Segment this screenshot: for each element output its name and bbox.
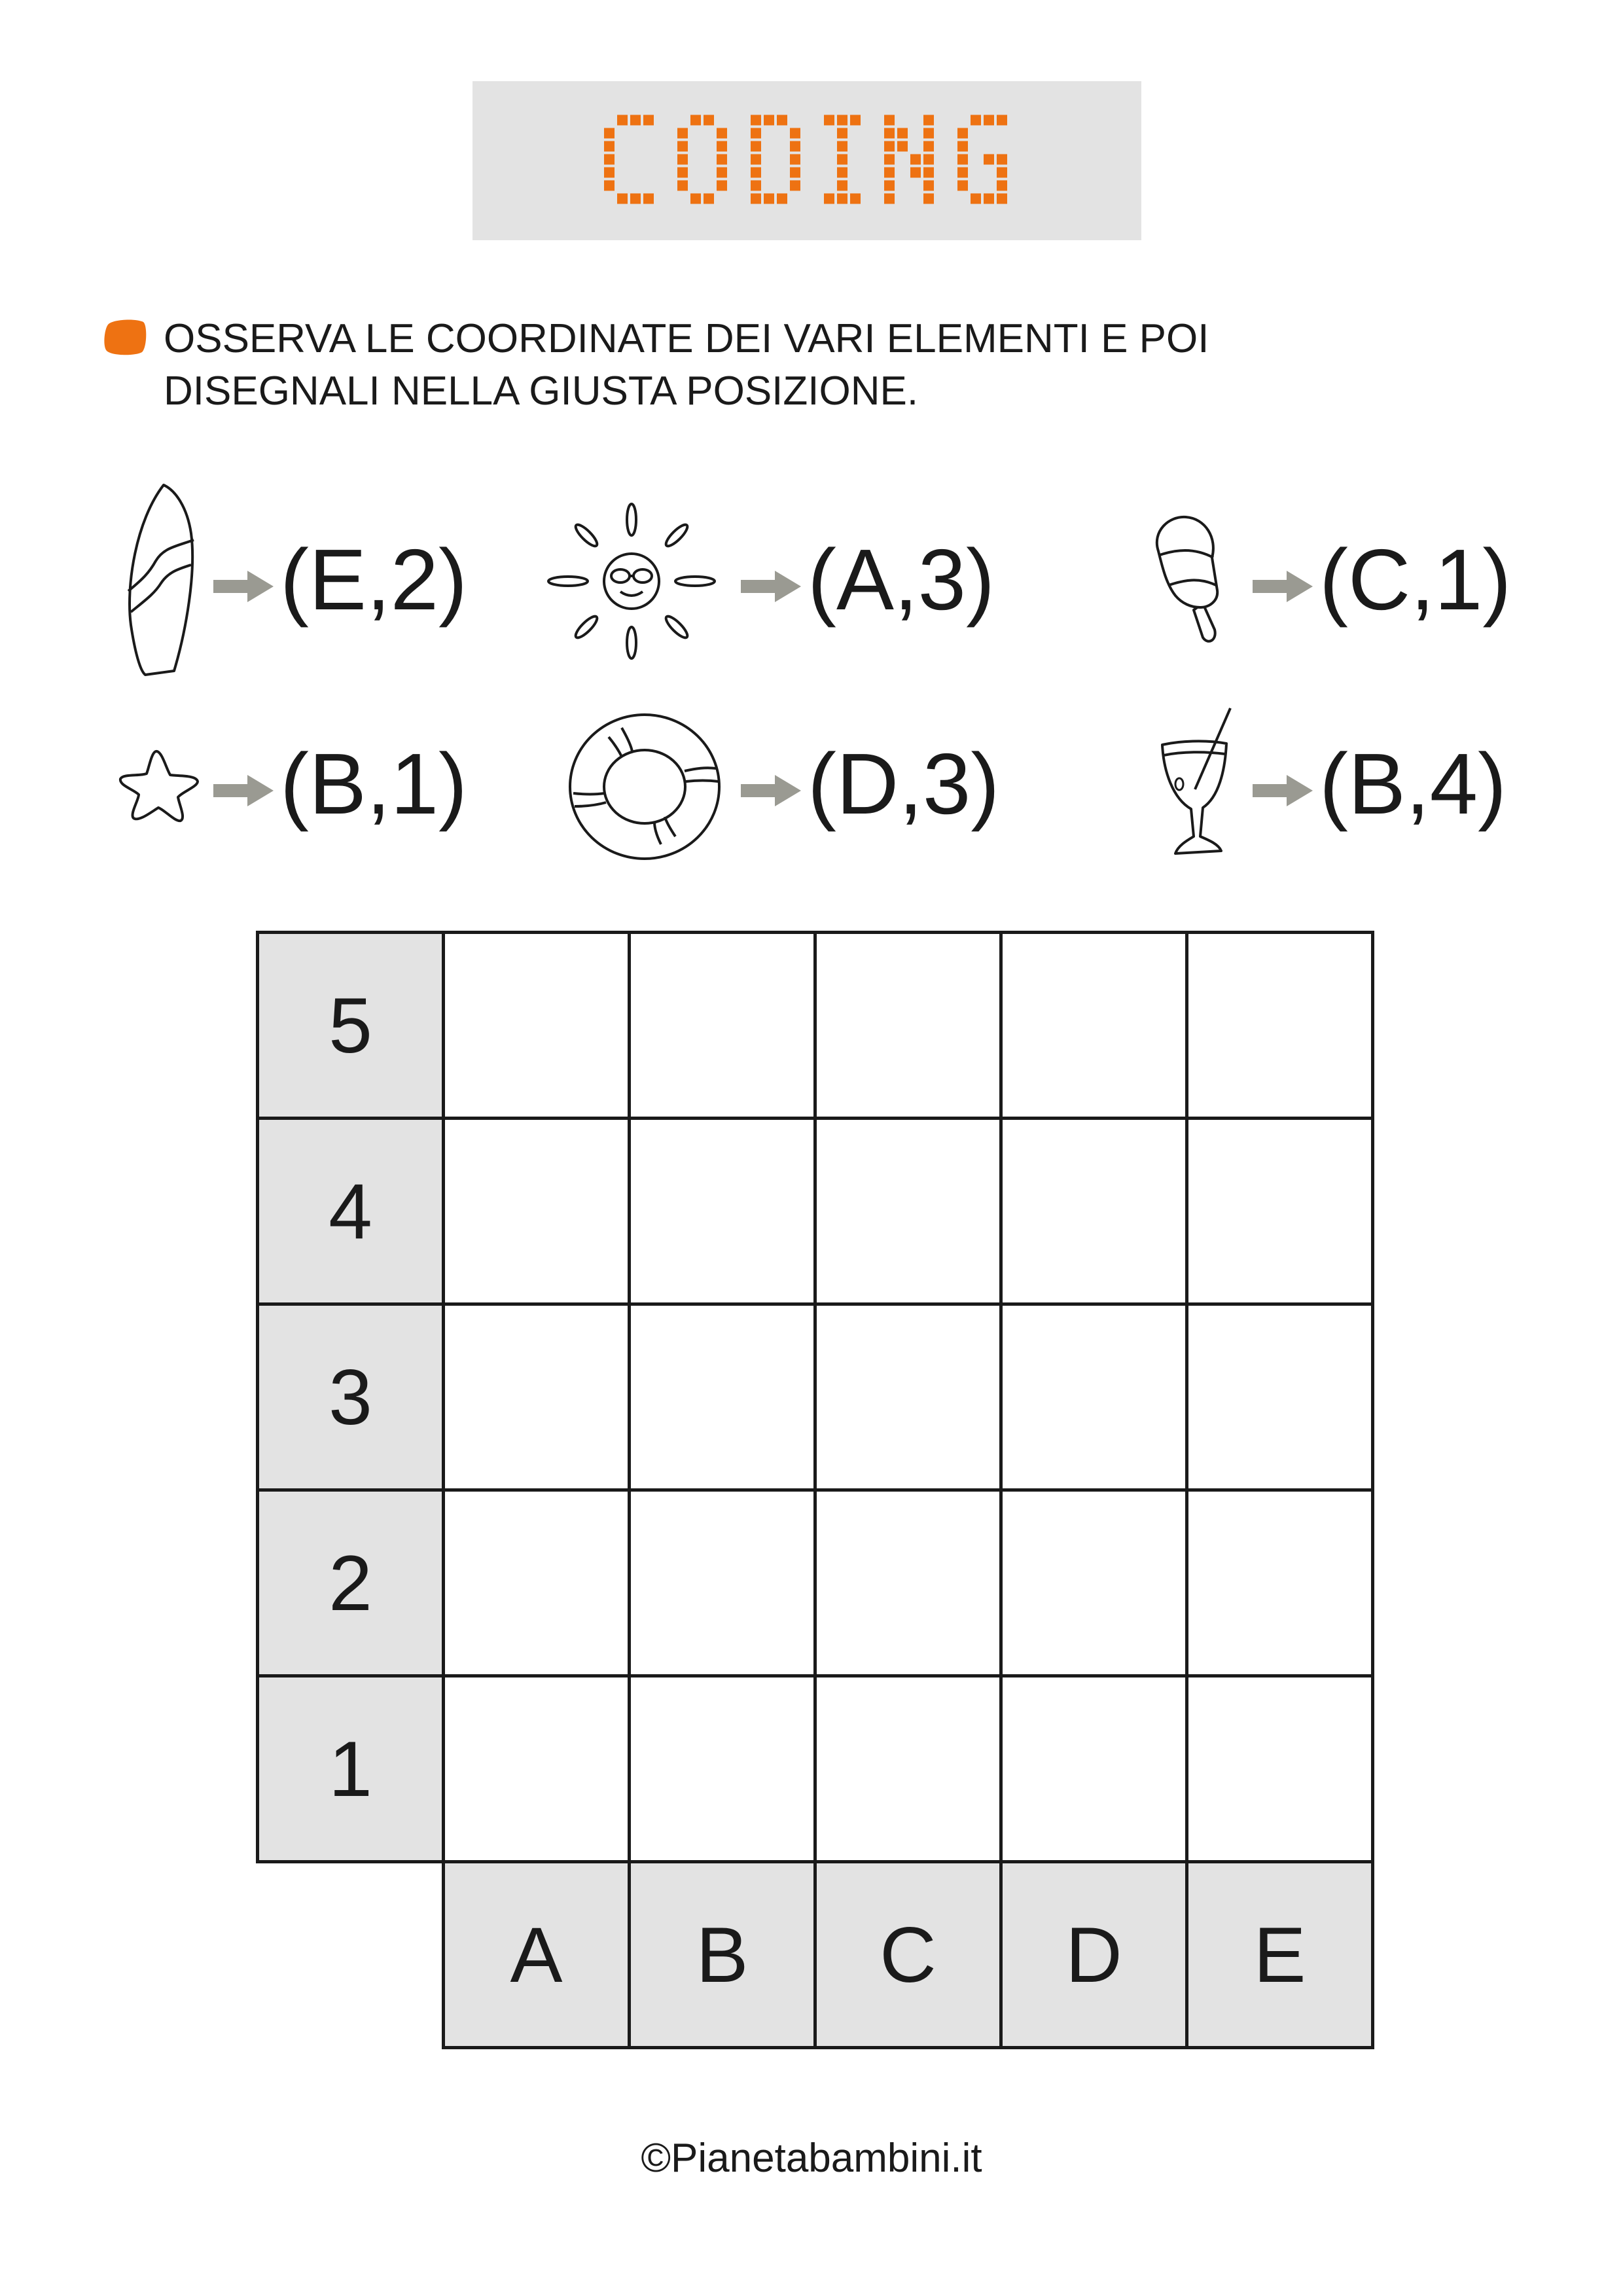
row-label: 5 [256, 931, 445, 1120]
arrow-icon [740, 569, 802, 603]
surfboard-icon [123, 481, 202, 677]
title-banner [473, 81, 1141, 240]
grid-cell[interactable] [628, 1488, 817, 1677]
row-label: 4 [256, 1117, 445, 1306]
instruction-text [164, 313, 1407, 418]
column-label: B [628, 1860, 817, 2049]
coordinate-label: (C,1) [1319, 531, 1512, 628]
column-label: D [999, 1860, 1188, 2049]
instruction-line-1: OSSERVA LE COORDINATE DEI VARI ELEMENTI E POI [164, 316, 1209, 361]
grid-cell[interactable] [999, 1674, 1188, 1863]
grid-cell[interactable] [1185, 1117, 1374, 1306]
sun-icon [543, 503, 720, 660]
grid-cell[interactable] [999, 1488, 1188, 1677]
instruction-line-2: DISEGNALI NELLA GIUSTA POSIZIONE. [164, 368, 919, 414]
pixel-title [473, 81, 1141, 240]
grid-cell[interactable] [628, 1302, 817, 1492]
grid-cell[interactable] [1185, 1488, 1374, 1677]
grid-cell[interactable] [442, 1488, 631, 1677]
arrow-icon [1251, 774, 1314, 808]
grid-cell[interactable] [813, 1674, 1003, 1863]
title-letter [824, 115, 861, 204]
title-letter [677, 115, 727, 204]
grid-cell[interactable] [628, 1117, 817, 1306]
coordinate-label: (B,1) [280, 736, 468, 832]
coordinate-label: (B,4) [1319, 736, 1507, 832]
column-label: E [1185, 1860, 1374, 2049]
grid-cell[interactable] [1185, 931, 1374, 1120]
title-letter [884, 115, 934, 204]
starfish-icon [116, 746, 202, 825]
grid-cell[interactable] [813, 1302, 1003, 1492]
ice-cream-icon [1149, 512, 1241, 649]
arrow-icon [1251, 569, 1314, 603]
arrow-icon [212, 774, 275, 808]
swim-ring-icon [563, 708, 726, 865]
arrow-icon [740, 774, 802, 808]
title-letter [604, 115, 654, 204]
grid-cell[interactable] [813, 1117, 1003, 1306]
coordinate-label: (E,2) [280, 531, 468, 628]
row-label: 2 [256, 1488, 445, 1677]
grid-cell[interactable] [442, 1117, 631, 1306]
grid-cell[interactable] [1185, 1674, 1374, 1863]
grid-cell[interactable] [813, 931, 1003, 1120]
cocktail-icon [1153, 706, 1238, 869]
grid-cell[interactable] [999, 931, 1188, 1120]
grid-cell[interactable] [442, 931, 631, 1120]
grid-cell[interactable] [628, 1674, 817, 1863]
grid-cell[interactable] [442, 1674, 631, 1863]
arrow-icon [212, 569, 275, 603]
column-label: A [442, 1860, 631, 2049]
coordinate-label: (D,3) [808, 736, 1000, 832]
bullet-icon [103, 318, 147, 356]
grid-cell[interactable] [813, 1488, 1003, 1677]
footer-copyright: ©Pianetabambini.it [641, 2136, 982, 2181]
grid-cell[interactable] [999, 1302, 1188, 1492]
grid-cell[interactable] [442, 1302, 631, 1492]
row-label: 1 [256, 1674, 445, 1863]
column-label: C [813, 1860, 1003, 2049]
grid-cell[interactable] [628, 931, 817, 1120]
row-label: 3 [256, 1302, 445, 1492]
grid-cell[interactable] [1185, 1302, 1374, 1492]
title-letter [751, 115, 800, 204]
title-letter [957, 115, 1007, 204]
grid-cell[interactable] [999, 1117, 1188, 1306]
coordinate-label: (A,3) [808, 531, 995, 628]
